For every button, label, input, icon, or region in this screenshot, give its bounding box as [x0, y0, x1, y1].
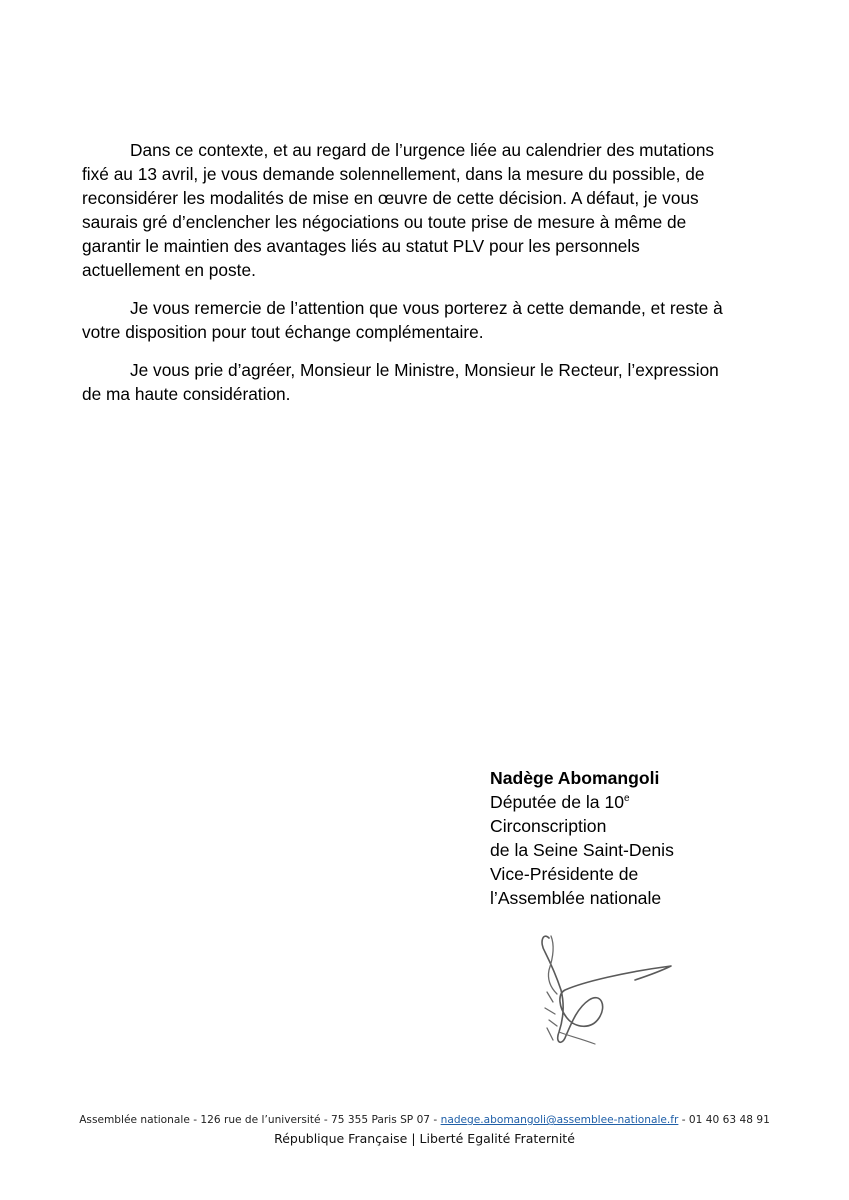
signatory-line-4: l’Assemblée nationale [490, 888, 662, 908]
footer-email-link[interactable]: nadege.abomangoli@assemblee-nationale.fr [440, 1114, 679, 1126]
signatory-title-superscript: e [624, 793, 630, 804]
footer-motto: République Française | Liberté Egalité Fraternité [274, 1131, 575, 1146]
signatory-title [490, 790, 674, 814]
footer-address [0, 1113, 849, 1127]
signatory-name: Nadège Abomangoli [490, 768, 660, 788]
letter-body [82, 138, 732, 420]
paragraph-closing: Je vous prie d’agréer, Monsieur le Ministre, Monsieur le Recteur, l’expression de ma haute considération. [82, 360, 719, 404]
footer-address-text: Assemblée nationale - 126 rue de l’université - 75 355 Paris SP 07 - [79, 1114, 441, 1126]
signatory-line-2: de la Seine Saint-Denis [490, 840, 674, 860]
signatory-line-3: Vice-Présidente de [490, 864, 639, 884]
signatory-line-1: Circonscription [490, 816, 607, 836]
signatory-title-text: Députée de la 10 [490, 792, 625, 812]
footer-phone: - 01 40 63 48 91 [678, 1114, 770, 1126]
handwritten-signature [535, 928, 680, 1050]
paragraph-thanks: Je vous remercie de l’attention que vous porterez à cette demande, et reste à votre disposition pour tout échange complémentaire. [82, 298, 723, 342]
paragraph-request: Dans ce contexte, et au regard de l’urgence liée au calendrier des mutations fixé au 13 avril, je vous demande solennellement, dans la mesure du possible, de reconsidérer les modalités de mise en œuvre de cette décision. A défaut, je vous saurais gré d’enclencher les négociations ou toute prise de mesure à même de garantir le maintien des avantages liés au statut PLV pour les personnels actuellement en poste. [82, 140, 715, 280]
signature-block [490, 766, 674, 910]
